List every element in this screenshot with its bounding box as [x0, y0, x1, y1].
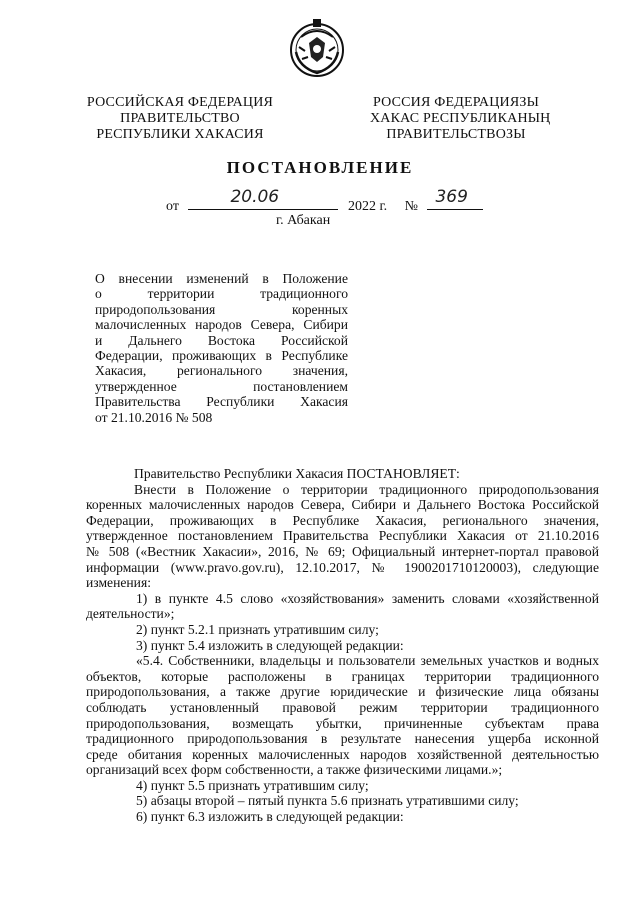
handwritten-number: 369 [435, 187, 468, 207]
number-blank [427, 187, 483, 210]
body-line: Правительство Республики Хакасия ПОСТАНОВЛЯЕТ: [134, 466, 460, 481]
number-sign: № [404, 199, 418, 214]
header-right-line: ХАКАС РЕСПУБЛИКАНЫҢ [370, 111, 551, 126]
body-line: Внести в Положение о территории традиционного природопользования [134, 481, 599, 497]
body-line: соблюдать установленный правовой режим территории традиционного [86, 699, 599, 715]
date-blank [188, 187, 338, 210]
date-prefix: от [166, 199, 179, 214]
city-label: г. Абакан [276, 213, 331, 228]
subject-line: природопользования коренных [95, 301, 348, 317]
body-line: утвержденное постановлением Правительства Республики Хакасия от 21.10.2016 [86, 528, 599, 544]
body-line: природопользования, а также другие юридические и физические лица обязаны [86, 684, 599, 700]
year-label: 2022 г. [347, 199, 388, 214]
subject-line: Правительства Республики Хакасия [95, 394, 348, 410]
body-line: Федерации, проживающих в Республике Хакасия, регионального значения, [86, 512, 599, 528]
body-line: объектов, которые расположены в границах территории традиционного [86, 668, 599, 684]
header-left-line: ПРАВИТЕЛЬСТВО [120, 111, 240, 126]
document-body [86, 466, 599, 825]
subject-line: утвержденное постановлением [95, 378, 348, 394]
handwritten-date: 20.06 [230, 187, 280, 207]
body-line: информации (www.pravo.gov.ru), 12.10.2017, № 1900201710120003), следующие [86, 559, 599, 575]
header-right-line: ПРАВИТЕЛЬСТВОЗЫ [386, 127, 526, 142]
subject-line: о территории традиционного [95, 286, 348, 302]
subject-line: малочисленных народов Севера, Сибири [95, 317, 348, 333]
body-line: 2) пункт 5.2.1 признать утратившим силу; [136, 621, 379, 637]
body-line: «5.4. Собственники, владельцы и пользователи земельных участков и водных [136, 653, 599, 669]
subject-line: О внесении изменений в Положение [95, 271, 348, 286]
body-line: организаций всех форм собственности, а также физическими лицами.»; [86, 762, 503, 778]
body-line: коренных малочисленных народов Севера, Сибири и Дальнего Востока Российской [86, 497, 599, 513]
body-line: природопользования, возмещать убытки, причиненные субъектам права [86, 715, 599, 731]
document-title: ПОСТАНОВЛЕНИЕ [226, 158, 414, 177]
header-right-block [370, 95, 551, 143]
header-left-line: РОССИЙСКАЯ ФЕДЕРАЦИЯ [86, 95, 274, 110]
date-number-line [166, 187, 483, 215]
body-line: изменения: [86, 575, 151, 591]
subject-line: от 21.10.2016 № 508 [95, 409, 213, 425]
header-left-line: РЕСПУБЛИКИ ХАКАСИЯ [96, 127, 264, 142]
body-line: среде обитания коренных малочисленных народов хозяйственной деятельностью [86, 746, 599, 762]
subject-line: Хакасия, регионального значения, [95, 363, 348, 379]
body-line: 6) пункт 6.3 изложить в следующей редакции: [136, 809, 404, 825]
header-right-line: РОССИЯ ФЕДЕРАЦИЯЗЫ [372, 95, 540, 110]
body-line: 3) пункт 5.4 изложить в следующей редакции: [136, 637, 404, 653]
header-left-block [82, 95, 278, 143]
body-line: 4) пункт 5.5 признать утратившим силу; [136, 777, 369, 793]
body-line: деятельности»; [86, 606, 175, 622]
body-line: традиционного природопользования в результате нанесения ущерба исконной [86, 731, 599, 747]
body-line: 5) абзацы второй – пятый пункта 5.6 признать утратившими силу; [136, 793, 519, 809]
document-subject [95, 271, 348, 425]
body-line: 1) в пункте 4.5 слово «хозяйствования» заменить словами «хозяйственной [136, 590, 599, 606]
subject-line: и Дальнего Востока Российской [95, 332, 348, 348]
coat-of-arms-emblem [287, 17, 347, 79]
body-line: № 508 («Вестник Хакасии», 2016, № 69; Официальный интернет-портал правовой [86, 543, 599, 559]
subject-line: Федерации, проживающих в Республике [95, 348, 348, 364]
